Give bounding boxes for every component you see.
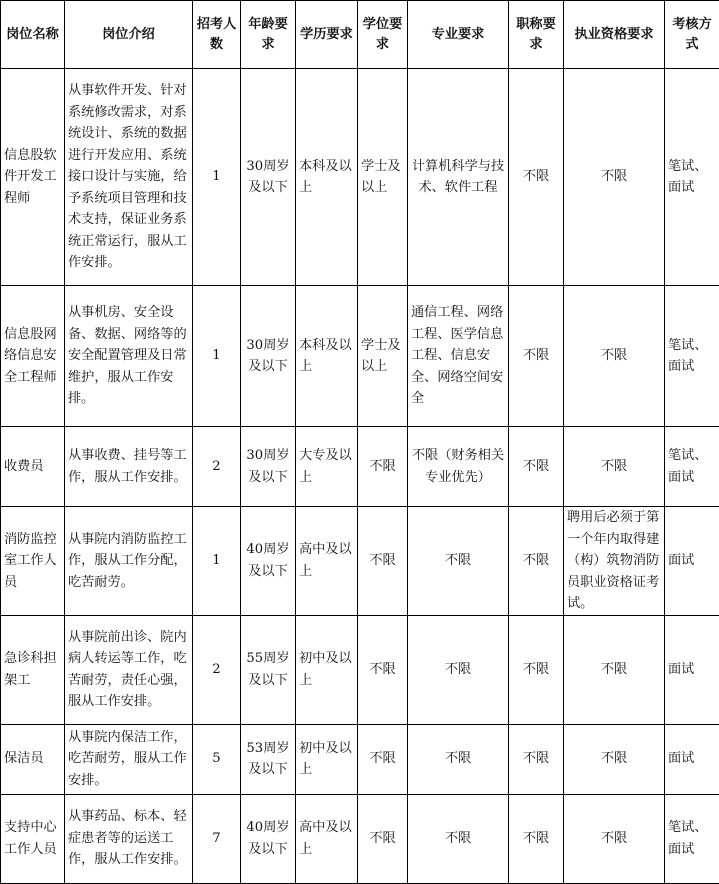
header-title: 职称要求	[509, 1, 564, 69]
headcount: 2	[193, 427, 241, 507]
degree-requirement: 不限	[358, 427, 408, 507]
header-headcount: 招考人数	[193, 1, 241, 69]
qualification-requirement: 不限	[564, 615, 665, 724]
table-row	[1, 794, 719, 883]
education-requirement: 本科及以上	[296, 69, 358, 286]
position-name: 信息股软件开发工程师	[1, 69, 65, 286]
qualification-requirement: 不限	[564, 794, 665, 883]
age-requirement: 30周岁及以下	[241, 69, 296, 286]
header-degree: 学位要求	[358, 1, 408, 69]
headcount: 1	[193, 286, 241, 427]
position-intro: 从事院内保洁工作，吃苦耐劳，服从工作安排。	[65, 724, 193, 794]
header-qualification: 执业资格要求	[564, 1, 665, 69]
education-requirement: 大专及以上	[296, 427, 358, 507]
position-name: 保洁员	[1, 724, 65, 794]
header-row	[1, 1, 719, 69]
table-row	[1, 427, 719, 507]
position-intro: 从事药品、标本、轻症患者等的运送工作，服从工作安排。	[65, 794, 193, 883]
major-requirement: 通信工程、网络工程、医学信息工程、信息安全、网络空间安全	[408, 286, 509, 427]
title-requirement: 不限	[509, 286, 564, 427]
title-requirement: 不限	[509, 724, 564, 794]
header-position-intro: 岗位介绍	[65, 1, 193, 69]
table-row	[1, 724, 719, 794]
headcount: 2	[193, 615, 241, 724]
degree-requirement: 不限	[358, 615, 408, 724]
headcount: 1	[193, 507, 241, 616]
education-requirement: 高中及以上	[296, 794, 358, 883]
qualification-requirement: 聘用后必须于第一个年内取得建（构）筑物消防员职业资格证考试。	[564, 507, 665, 616]
education-requirement: 初中及以上	[296, 724, 358, 794]
exam-method: 笔试、面试	[665, 69, 719, 286]
position-intro: 从事收费、挂号等工作，服从工作安排。	[65, 427, 193, 507]
education-requirement: 高中及以上	[296, 507, 358, 616]
table-row	[1, 615, 719, 724]
exam-method: 笔试、面试	[665, 794, 719, 883]
age-requirement: 30周岁及以下	[241, 427, 296, 507]
position-name: 支持中心工作人员	[1, 794, 65, 883]
major-requirement: 不限	[408, 794, 509, 883]
position-name: 急诊科担架工	[1, 615, 65, 724]
headcount: 5	[193, 724, 241, 794]
position-name: 收费员	[1, 427, 65, 507]
position-name: 信息股网络信息安全工程师	[1, 286, 65, 427]
major-requirement: 不限（财务相关专业优先）	[408, 427, 509, 507]
age-requirement: 53周岁及以下	[241, 724, 296, 794]
position-name: 消防监控室工作人员	[1, 507, 65, 616]
table-row	[1, 507, 719, 616]
title-requirement: 不限	[509, 615, 564, 724]
header-age: 年龄要求	[241, 1, 296, 69]
major-requirement: 不限	[408, 615, 509, 724]
title-requirement: 不限	[509, 427, 564, 507]
headcount: 1	[193, 69, 241, 286]
headcount: 7	[193, 794, 241, 883]
qualification-requirement: 不限	[564, 69, 665, 286]
age-requirement: 30周岁及以下	[241, 286, 296, 427]
exam-method: 面试	[665, 507, 719, 616]
table-row	[1, 69, 719, 286]
age-requirement: 40周岁及以下	[241, 794, 296, 883]
title-requirement: 不限	[509, 69, 564, 286]
degree-requirement: 不限	[358, 724, 408, 794]
major-requirement: 不限	[408, 507, 509, 616]
age-requirement: 40周岁及以下	[241, 507, 296, 616]
table-row	[1, 286, 719, 427]
degree-requirement: 不限	[358, 794, 408, 883]
position-intro: 从事院前出诊、院内病人转运等工作，吃苦耐劳，责任心强，服从工作安排。	[65, 615, 193, 724]
degree-requirement: 学士及以上	[358, 286, 408, 427]
header-major: 专业要求	[408, 1, 509, 69]
degree-requirement: 不限	[358, 507, 408, 616]
exam-method: 笔试、面试	[665, 427, 719, 507]
major-requirement: 不限	[408, 724, 509, 794]
exam-method: 面试	[665, 724, 719, 794]
qualification-requirement: 不限	[564, 286, 665, 427]
major-requirement: 计算机科学与技术、软件工程	[408, 69, 509, 286]
degree-requirement: 学士及以上	[358, 69, 408, 286]
position-intro: 从事机房、安全设备、数据、网络等的安全配置管理及日常维护，服从工作安排。	[65, 286, 193, 427]
exam-method: 笔试、面试	[665, 286, 719, 427]
exam-method: 面试	[665, 615, 719, 724]
title-requirement: 不限	[509, 507, 564, 616]
education-requirement: 本科及以上	[296, 286, 358, 427]
position-intro: 从事院内消防监控工作，服从工作分配，吃苦耐劳。	[65, 507, 193, 616]
qualification-requirement: 不限	[564, 427, 665, 507]
title-requirement: 不限	[509, 794, 564, 883]
education-requirement: 初中及以上	[296, 615, 358, 724]
header-exam-method: 考核方式	[665, 1, 719, 69]
position-intro: 从事软件开发、针对系统修改需求，对系统设计、系统的数据进行开发应用、系统接口设计与实施，给予系统项目管理和技术支持，保证业务系统正常运行，服从工作安排。	[65, 69, 193, 286]
header-position-name: 岗位名称	[1, 1, 65, 69]
age-requirement: 55周岁及以下	[241, 615, 296, 724]
header-education: 学历要求	[296, 1, 358, 69]
qualification-requirement: 不限	[564, 724, 665, 794]
